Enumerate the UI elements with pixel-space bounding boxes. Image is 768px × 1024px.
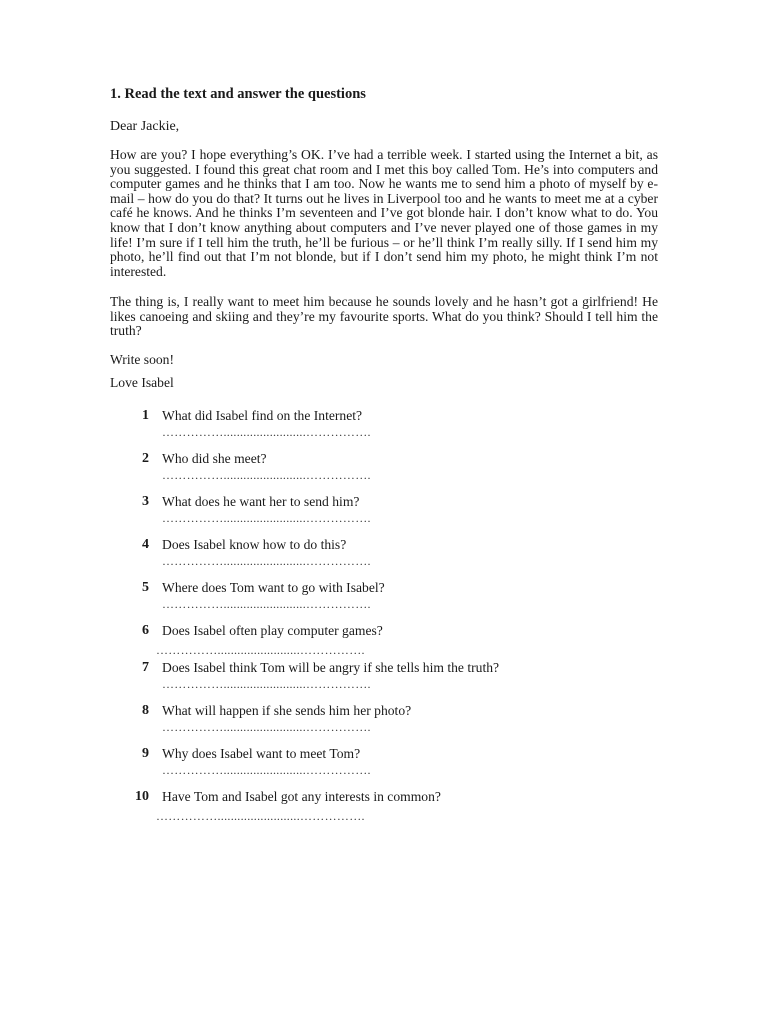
question-item (100, 408, 700, 448)
question-number: 4 (142, 537, 149, 552)
answer-line[interactable]: …………….........................……………. (162, 677, 371, 691)
letter-salutation: Dear Jackie, (110, 119, 180, 134)
question-number: 1 (142, 408, 149, 423)
question-text: Does Isabel think Tom will be angry if she tells him the truth? (162, 660, 500, 675)
question-item (100, 580, 700, 620)
question-item (100, 623, 700, 663)
question-text: Who did she meet? (162, 451, 267, 466)
answer-line[interactable]: …………….........................……………. (162, 720, 371, 734)
question-item (100, 494, 700, 534)
question-item (100, 789, 700, 829)
letter-closing-line: Write soon! (110, 352, 175, 367)
question-text: What will happen if she sends him her photo? (162, 703, 412, 718)
question-item (100, 703, 700, 743)
answer-line[interactable]: …………….........................……………. (162, 425, 371, 439)
question-text: Does Isabel often play computer games? (162, 623, 383, 638)
question-text: Why does Isabel want to meet Tom? (162, 746, 361, 761)
letter-signature: Love Isabel (110, 375, 174, 390)
question-item (100, 660, 700, 700)
question-number: 6 (142, 623, 149, 638)
question-text: What does he want her to send him? (162, 494, 360, 509)
question-number: 10 (135, 789, 149, 804)
question-item (100, 746, 700, 786)
question-item (100, 537, 700, 577)
question-number: 7 (142, 660, 149, 675)
letter-paragraph-2: The thing is, I really want to meet him because he sounds lovely and he hasn’t got a girlfriend! He likes canoeing and skiing and they’re my favourite sports. What do you think? Should I tell him the truth? (110, 294, 658, 339)
question-text: What did Isabel find on the Internet? (162, 408, 363, 423)
question-text: Does Isabel know how to do this? (162, 537, 347, 552)
question-number: 5 (142, 580, 149, 595)
worksheet-heading: 1. Read the text and answer the questions (110, 86, 366, 102)
question-item (100, 451, 700, 491)
answer-line[interactable]: …………….........................……………. (162, 511, 371, 525)
question-number: 9 (142, 746, 149, 761)
answer-line[interactable]: …………….........................……………. (156, 809, 365, 823)
question-number: 8 (142, 703, 149, 718)
question-number: 3 (142, 494, 149, 509)
answer-line[interactable]: …………….........................……………. (162, 763, 371, 777)
letter-paragraph-1: How are you? I hope everything’s OK. I’ve had a terrible week. I started using the Internet a bit, as you suggested. I found this great chat room and I met this boy called Tom. He’s into computers and computer games and he thinks that I am too. Now he wants me to send him a photo of myself by e-mail – how do you do that? It turns out he lives in Liverpool too and he wants to meet me at a cyber café he knows. And he thinks I’m seventeen and I’ve got blonde hair. I don’t know what to do. You know that I don’t know anything about computers and I’ve never played one of those games in my life! I’m sure if I tell him the truth, he’ll be furious – or he’ll think I’m really silly. If I send him my photo, he’ll find out that I’m not blonde, but if I don’t send him my photo, he might think I’m not interested. (110, 147, 658, 279)
answer-line[interactable]: …………….........................……………. (162, 468, 371, 482)
answer-line[interactable]: …………….........................……………. (162, 597, 371, 611)
question-number: 2 (142, 451, 149, 466)
answer-line[interactable]: …………….........................……………. (162, 554, 371, 568)
answer-line[interactable]: …………….........................……………. (156, 643, 365, 657)
question-text: Where does Tom want to go with Isabel? (162, 580, 385, 595)
question-text: Have Tom and Isabel got any interests in common? (162, 789, 441, 804)
